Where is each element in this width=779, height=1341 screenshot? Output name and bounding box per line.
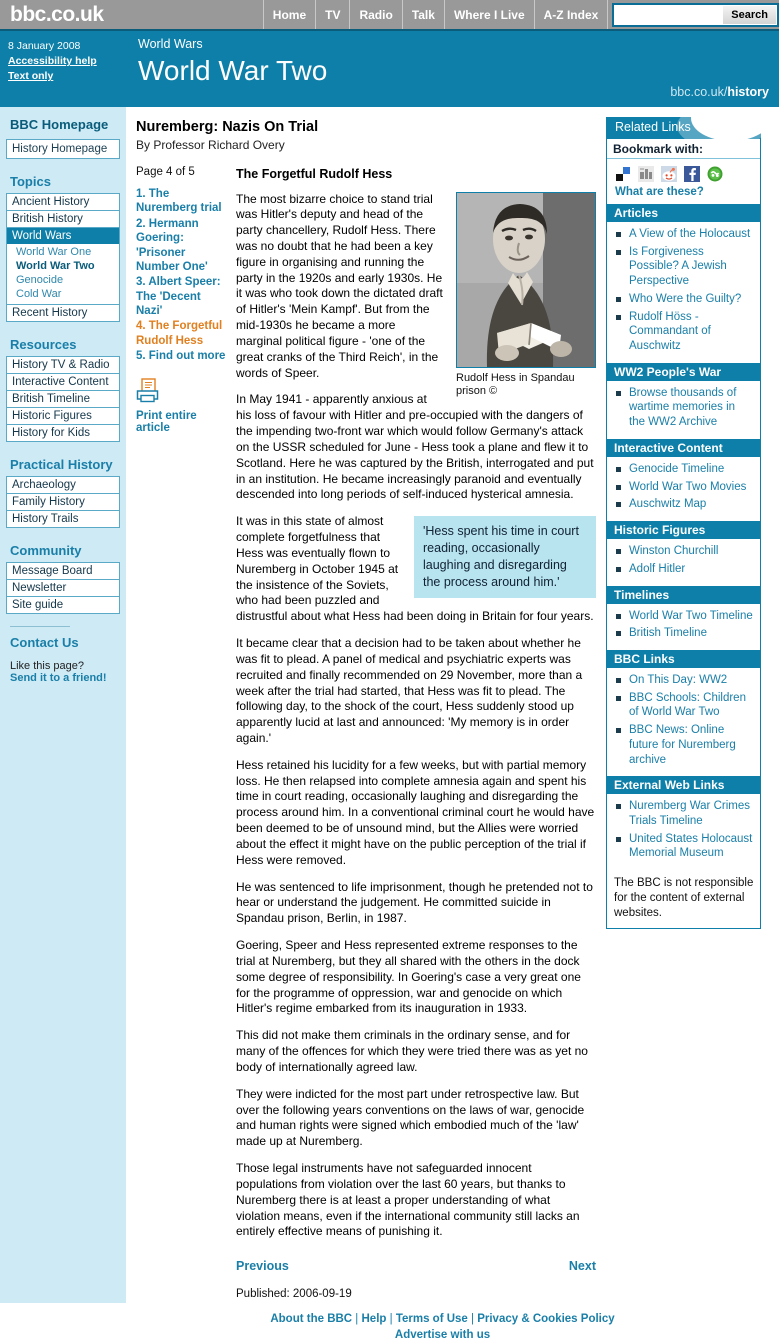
section-body-external-web-links	[607, 794, 760, 870]
related-link-label: Nuremberg War Crimes Trials Timeline	[629, 800, 750, 827]
related-link-item[interactable]	[613, 245, 754, 289]
bullet-icon	[616, 250, 621, 255]
related-link-item[interactable]	[613, 227, 754, 242]
search-button[interactable]: Search	[722, 5, 777, 25]
related-link-label: Winston Churchill	[629, 545, 719, 558]
sidebar-subitem-cold-war[interactable]: Cold War	[16, 288, 62, 300]
related-link-label: Is Forgiveness Possible? A Jewish Perspective	[629, 245, 727, 288]
related-link-item[interactable]	[613, 386, 754, 430]
page-link-3[interactable]: 3. Albert Speer: The 'Decent Nazi'	[136, 276, 221, 317]
print-article-block[interactable]	[136, 378, 228, 434]
sidebar-history-homepage[interactable]: History Homepage	[6, 139, 120, 159]
related-link-item[interactable]	[613, 462, 754, 477]
article-byline: By Professor Richard Overy	[136, 138, 285, 152]
sidebar-item-historic-figures[interactable]: Historic Figures	[7, 408, 119, 425]
footer-link-privacy-cookies-policy[interactable]: Privacy & Cookies Policy	[477, 1313, 615, 1325]
article-paragraph-1: The most bizarre choice to stand trial was Hitler's deputy and head of the party chancellery, Rudolf Hess. There was no doubt that he had been a key figure in organising and running the party in the 1920s and early 1930s. He it was who took down the dictated draft of Hitler's 'Mein Kampf'. But from the mid-1930s he became a more marginal political figure - 'one of the great cranks of the Third Reich', in the words of Speer.	[236, 191, 443, 380]
section-body-historic-figures	[607, 539, 760, 585]
accessibility-help-link[interactable]: Accessibility help	[8, 55, 97, 68]
sidebar-heading-practical-history: Practical History	[10, 457, 113, 472]
bullet-icon	[616, 631, 621, 636]
footer-link-help[interactable]: Help	[361, 1313, 387, 1325]
stumbleupon-icon[interactable]	[707, 166, 723, 182]
article-pager	[236, 1258, 596, 1275]
sidebar-item-site-guide[interactable]: Site guide	[12, 599, 64, 611]
bbc-global-nav	[0, 0, 779, 31]
pull-quote: 'Hess spent his time in court reading, occasionally laughing and disregarding the process around him.'	[414, 516, 596, 598]
bullet-icon	[616, 567, 621, 572]
sidebar-item-family-history[interactable]: Family History	[7, 494, 119, 511]
bullet-icon	[616, 315, 621, 320]
rudolf-hess-photo	[456, 192, 596, 368]
bullet-icon	[616, 467, 621, 472]
bullet-icon	[616, 678, 621, 683]
send-to-friend-link[interactable]: Send it to a friend!	[10, 672, 107, 684]
sidebar-resources-list	[6, 356, 120, 442]
footer-separator: |	[352, 1313, 362, 1325]
sidebar-community-list	[6, 562, 120, 614]
related-link-label: Auschwitz Map	[629, 498, 707, 511]
related-link-item[interactable]	[613, 723, 754, 767]
main-content	[126, 107, 606, 1302]
send-to-friend-block	[6, 660, 120, 684]
related-link-label: United States Holocaust Memorial Museum	[629, 832, 753, 860]
article-paragraph-4: It became clear that a decision had to be taken about whether he was fit to plead. A panel of medical and psychiatric experts was recruited and finally recommended on 29 November, more than a week after the trial had started, that Hess was fit to plead. The following day, to the shock of the court, Hess suddenly stood up apparently lucid at last and announced: 'My memory is in order again.'	[236, 636, 583, 745]
footer-link-advertise-with-us[interactable]: Advertise with us	[394, 1329, 491, 1341]
page-masthead	[0, 31, 779, 107]
page-link-5[interactable]: 5. Find out more	[136, 350, 226, 363]
article-figure	[456, 192, 596, 400]
sidebar-subitem-world-war-one[interactable]: World War One	[16, 246, 92, 258]
site-url	[670, 85, 769, 99]
related-link-label: On This Day: WW2	[629, 673, 728, 686]
left-sidebar	[0, 107, 126, 1303]
nav-link-a-z-index[interactable]: A-Z Index	[534, 0, 609, 29]
related-link-item[interactable]	[613, 673, 754, 688]
sidebar-topics-list	[6, 193, 120, 322]
figure-caption: Rudolf Hess in Spandau prison ©	[456, 371, 575, 398]
article-section-heading: The Forgetful Rudolf Hess	[236, 167, 393, 181]
next-page-link[interactable]: Next	[568, 1259, 596, 1274]
sidebar-subitem-genocide[interactable]: Genocide	[16, 274, 64, 286]
related-link-label: World War Two Timeline	[629, 609, 753, 622]
sidebar-bbc-homepage[interactable]: BBC Homepage	[10, 117, 109, 132]
site-url-prefix: bbc.co.uk/	[670, 85, 728, 99]
sidebar-item-history-tv-radio[interactable]: History TV & Radio	[7, 357, 119, 374]
related-link-item[interactable]	[613, 609, 754, 624]
print-article-label[interactable]: Print entire article	[136, 409, 197, 434]
section-heading-bbc-links: BBC Links	[607, 650, 760, 668]
bookmark-heading: Bookmark with:	[607, 139, 760, 159]
sidebar-practical-list	[6, 476, 120, 528]
sidebar-subtopics	[7, 244, 119, 305]
section-heading-ww2-peoples-war: WW2 People's War	[607, 363, 760, 381]
digg-icon[interactable]	[638, 166, 654, 182]
related-link-label: World War Two Movies	[629, 480, 747, 493]
section-heading-external-web-links: External Web Links	[607, 776, 760, 794]
hess-portrait-illustration	[457, 193, 595, 367]
page-indicator: Page 4 of 5	[136, 166, 195, 178]
related-link-label: Who Were the Guilty?	[629, 292, 742, 305]
like-this-page-label: Like this page?	[10, 660, 84, 672]
site-url-suffix: history	[727, 85, 769, 99]
related-link-label: A View of the Holocaust	[629, 228, 751, 240]
search-box	[612, 3, 779, 27]
sidebar-item-interactive-content[interactable]: Interactive Content	[7, 374, 119, 391]
related-link-label: Browse thousands of wartime memories in the WW2 Archive	[629, 386, 737, 429]
article-paragraph-7: Goering, Speer and Hess represented extreme responses to the trial at Nuremberg, but they all shared with the others in the dock some degree of responsibility. In Goering's case a very great one for the programme of oppression, war and genocide on which Hitler's regime embarked from its inauguration in 1933.	[236, 938, 581, 1016]
related-link-item[interactable]	[613, 292, 754, 307]
sidebar-item-recent-history[interactable]: Recent History	[12, 307, 88, 319]
article-body	[236, 166, 596, 1302]
sidebar-subitem-world-war-two[interactable]: World War Two	[16, 260, 95, 272]
bbc-logo[interactable]: bbc.co.uk	[10, 3, 104, 26]
footer-link-terms-of-use[interactable]: Terms of Use	[395, 1313, 468, 1325]
page-body	[0, 107, 779, 1303]
article-page-nav	[136, 166, 236, 1302]
nav-link-tv[interactable]: TV	[315, 0, 349, 29]
related-link-label: Genocide Timeline	[629, 462, 725, 475]
global-nav-links	[263, 0, 609, 29]
bullet-icon	[616, 837, 621, 842]
page-title: World War Two	[138, 55, 328, 86]
section-heading-articles: Articles	[607, 204, 760, 222]
what-are-these-link[interactable]: What are these?	[615, 186, 704, 198]
sidebar-item-newsletter[interactable]: Newsletter	[7, 580, 119, 597]
page-link-1[interactable]: 1. The Nuremberg trial	[136, 188, 222, 215]
bullet-icon	[616, 804, 621, 809]
sidebar-contact-us[interactable]: Contact Us	[10, 635, 79, 650]
sidebar-item-message-board[interactable]: Message Board	[7, 563, 119, 580]
section-body-articles	[607, 222, 760, 363]
article-paragraph-10: Those legal instruments have not safeguarded innocent populations from violation over the last 60 years, but thanks to Nuremberg there is at least a proper understanding of what violation means, even if the international community still lacks an entirely effective means of punishing it.	[236, 1161, 580, 1239]
facebook-icon[interactable]	[684, 166, 700, 182]
bullet-icon	[616, 232, 621, 237]
current-date: 8 January 2008	[8, 40, 81, 52]
section-body-bbc-links	[607, 668, 760, 776]
page-link-2[interactable]: 2. Hermann Goering: 'Prisoner Number One'	[136, 217, 208, 273]
sidebar-heading-topics: Topics	[10, 174, 51, 189]
bullet-icon	[616, 614, 621, 619]
section-heading-timelines: Timelines	[607, 586, 760, 604]
sidebar-item-history-for-kids[interactable]: History for Kids	[12, 427, 90, 439]
footer-link-about-the-bbc[interactable]: About the BBC	[270, 1313, 353, 1325]
bullet-icon	[616, 502, 621, 507]
external-links-disclaimer: The BBC is not responsible for the content of external websites.	[614, 877, 754, 919]
sidebar-item-british-history[interactable]: British History	[7, 211, 119, 228]
nav-link-radio[interactable]: Radio	[349, 0, 401, 29]
related-link-label: British Timeline	[629, 627, 707, 640]
article-paragraph-9: They were indicted for the most part under retrospective law. But over the following years conventions on the laws of war, genocide and human rights were signed which embodied much of the 'law' made up at Nuremberg.	[236, 1086, 585, 1149]
related-link-item[interactable]	[613, 497, 754, 512]
sidebar-divider	[10, 626, 70, 627]
related-link-item[interactable]	[613, 691, 754, 720]
related-link-label: BBC Schools: Children of World War Two	[629, 691, 746, 719]
sidebar-item-world-wars[interactable]: World Wars	[7, 228, 119, 244]
published-date: Published: 2006-09-19	[236, 1287, 352, 1300]
article-paragraph-5: Hess retained his lucidity for a few weeks, but with partial memory loss. He then relapsed into complete amnesia again and spent his time in court reading, occasionally laughing and disregarding the process around him. In a conventional criminal court he would have been deemed to be of unsound mind, but the Allies were worried about the effect it might have on the public perception of the trial if Hess were removed.	[236, 757, 595, 867]
related-link-label: BBC News: Online future for Nuremberg archive	[629, 724, 736, 766]
delicious-icon[interactable]	[615, 166, 631, 182]
printer-icon	[136, 378, 162, 404]
article-paragraph-2: In May 1941 - apparently anxious at his loss of favour with Hitler and pre-occupied with the dangers of the impending two-front war which would follow Germany's attack on the USSR scheduled for June - Hess took a plane and flew it to Scotland. Here he was captured by the British, interrogated and put in an institution. He became increasingly paranoid and eventually descended into long periods of self-induced hysterical amnesia.	[236, 392, 594, 502]
related-link-item[interactable]	[613, 799, 754, 828]
bullet-icon	[616, 391, 621, 396]
masthead-utility	[0, 31, 130, 107]
related-links-tab-label: Related Links	[615, 120, 691, 134]
sidebar-item-history-trails[interactable]: History Trails	[12, 513, 79, 525]
bookmark-icons	[607, 159, 760, 185]
footer-advertise-row	[126, 1327, 759, 1341]
masthead-titles	[130, 31, 327, 107]
bullet-icon	[616, 485, 621, 490]
section-heading-historic-figures: Historic Figures	[607, 521, 760, 539]
nav-link-talk[interactable]: Talk	[402, 0, 444, 29]
nav-link-home[interactable]: Home	[263, 0, 315, 29]
footer-separator: |	[386, 1313, 396, 1325]
related-link-item[interactable]	[613, 480, 754, 495]
text-only-link[interactable]: Text only	[8, 70, 54, 83]
masthead-kicker: World Wars	[138, 37, 203, 51]
bullet-icon	[616, 297, 621, 302]
related-links-box	[606, 139, 761, 929]
section-body-ww2-peoples-war	[607, 381, 760, 439]
page-link-4[interactable]: 4. The Forgetful Rudolf Hess	[136, 320, 223, 347]
related-links-tab	[606, 117, 761, 139]
related-link-item[interactable]	[613, 562, 754, 577]
page-footer	[126, 1303, 759, 1341]
related-links-sidebar	[606, 107, 769, 929]
related-link-item[interactable]	[613, 310, 754, 354]
article-paragraph-6: He was sentenced to life imprisonment, though he pretended not to hear or understand the judgement. He committed suicide in Spandau prison, Berlin, in 1987.	[236, 879, 593, 926]
section-body-interactive-content	[607, 457, 760, 521]
article-title: Nuremberg: Nazis On Trial	[136, 119, 319, 135]
sidebar-heading-community: Community	[10, 543, 82, 558]
article-paragraph-3: It was in this state of almost complete forgetfulness that Hess was eventually flown to Nuremberg in October 1945 at the insistence of the Soviets, who had been puzzled and distrustful about what Hess had been doing in Britain for four years.	[236, 514, 594, 624]
related-link-item[interactable]	[613, 544, 754, 559]
sidebar-item-ancient-history[interactable]: Ancient History	[7, 194, 119, 211]
section-heading-interactive-content: Interactive Content	[607, 439, 760, 457]
bullet-icon	[616, 728, 621, 733]
related-link-item[interactable]	[613, 832, 754, 861]
bullet-icon	[616, 696, 621, 701]
article-paragraph-8: This did not make them criminals in the ordinary sense, and for many of the offences for which they were tried there was as yet no body of internationally agreed law.	[236, 1028, 588, 1074]
reddit-icon[interactable]	[661, 166, 677, 182]
sidebar-item-archaeology[interactable]: Archaeology	[7, 477, 119, 494]
footer-separator: |	[467, 1313, 478, 1325]
sidebar-heading-resources: Resources	[10, 337, 77, 352]
related-link-label: Adolf Hitler	[629, 562, 686, 575]
footer-links-row	[126, 1311, 759, 1325]
sidebar-item-british-timeline[interactable]: British Timeline	[7, 391, 119, 408]
article-columns	[136, 166, 596, 1302]
related-link-item[interactable]	[613, 626, 754, 641]
nav-link-where-i-live[interactable]: Where I Live	[444, 0, 534, 29]
search-input[interactable]	[614, 5, 722, 25]
bullet-icon	[616, 549, 621, 554]
previous-page-link[interactable]: Previous	[236, 1259, 289, 1274]
related-link-label: Rudolf Höss - Commandant of Auschwitz	[629, 310, 711, 353]
section-body-timelines	[607, 604, 760, 650]
